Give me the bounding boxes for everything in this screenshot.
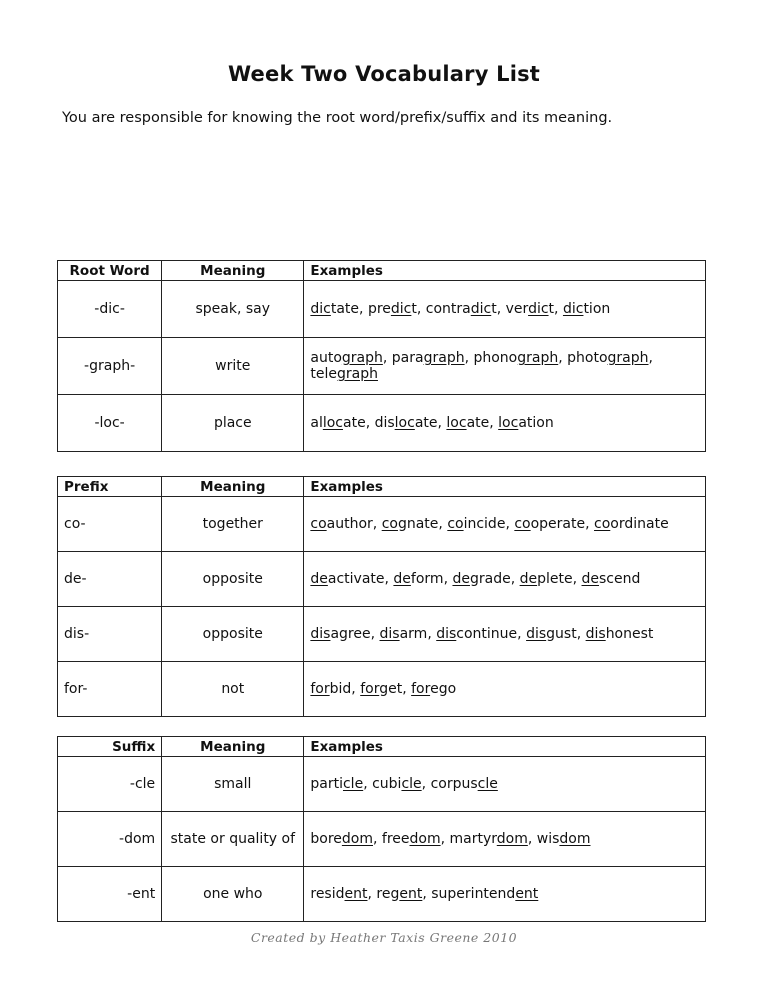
word-part-highlight: dic: [310, 301, 331, 317]
example-word: wisdom: [536, 831, 591, 847]
meaning: one who: [162, 867, 304, 922]
page-title: Week Two Vocabulary List: [227, 62, 541, 86]
meaning: opposite: [162, 552, 304, 607]
word-part: -graph-: [58, 338, 162, 395]
example-word: dislocate: [374, 415, 438, 431]
word-part: -dic-: [58, 281, 162, 338]
example-word: resident: [310, 886, 368, 902]
word-part-highlight: dis: [436, 626, 457, 642]
word-part-highlight: loc: [446, 415, 467, 431]
example-word: deform: [393, 571, 444, 587]
header-examples: Examples: [304, 261, 706, 281]
examples: particle, cubicle, corpuscle: [304, 757, 706, 812]
word-part-highlight: dis: [379, 626, 400, 642]
meaning: not: [162, 662, 304, 717]
examples: coauthor, cognate, coincide, cooperate, coordinate: [304, 497, 706, 552]
word-part-highlight: graph: [517, 350, 559, 366]
example-word: dictate: [310, 301, 360, 317]
example-word: descend: [581, 571, 641, 587]
meaning: place: [162, 395, 304, 452]
word-part-highlight: dom: [409, 831, 441, 847]
example-word: forget: [360, 681, 403, 697]
word-part: co-: [58, 497, 162, 552]
example-word: paragraph: [391, 350, 465, 366]
meaning: speak, say: [162, 281, 304, 338]
table-row: [58, 395, 706, 452]
footer-credit: Created by Heather Taxis Greene 2010: [250, 930, 518, 945]
word-part: dis-: [58, 607, 162, 662]
suffix-table: [57, 736, 706, 922]
example-word: telegraph: [310, 366, 378, 382]
word-part-highlight: dic: [528, 301, 549, 317]
example-word: coincide: [447, 516, 506, 532]
examples: deactivate, deform, degrade, deplete, descend: [304, 552, 706, 607]
meaning: state or quality of: [162, 812, 304, 867]
word-part: de-: [58, 552, 162, 607]
example-word: allocate: [310, 415, 366, 431]
examples: resident, regent, superintendent: [304, 867, 706, 922]
example-word: predict: [367, 301, 417, 317]
word-part-highlight: for: [310, 681, 330, 697]
word-part-highlight: loc: [322, 415, 343, 431]
example-word: degrade: [452, 571, 511, 587]
intro-text: You are responsible for knowing the root word/prefix/suffix and its meaning.: [62, 110, 613, 126]
example-word: verdict: [505, 301, 555, 317]
examples: disagree, disarm, discontinue, disgust, dishonest: [304, 607, 706, 662]
example-word: disgust: [526, 626, 577, 642]
table-row: [58, 867, 706, 922]
example-word: forego: [411, 681, 457, 697]
example-word: regent: [376, 886, 423, 902]
example-word: phonograph: [473, 350, 559, 366]
word-part-highlight: de: [310, 571, 328, 587]
example-word: freedom: [381, 831, 441, 847]
word-part-highlight: dic: [390, 301, 412, 317]
examples: allocate, dislocate, locate, location: [304, 395, 706, 452]
word-part-highlight: dom: [559, 831, 591, 847]
word-part-highlight: graph: [423, 350, 465, 366]
example-word: diction: [562, 301, 611, 317]
word-part-highlight: ent: [399, 886, 423, 902]
word-part-highlight: graph: [607, 350, 649, 366]
meaning: write: [162, 338, 304, 395]
word-part: -ent: [58, 867, 162, 922]
word-part-highlight: dis: [585, 626, 606, 642]
examples: dictate, predict, contradict, verdict, diction: [304, 281, 706, 338]
example-word: superintendent: [431, 886, 539, 902]
word-part-highlight: cle: [401, 776, 422, 792]
word-part-highlight: dis: [526, 626, 547, 642]
word-part-highlight: de: [519, 571, 538, 587]
word-part-highlight: dom: [341, 831, 373, 847]
example-word: locate: [446, 415, 490, 431]
examples: forbid, forget, forego: [304, 662, 706, 717]
example-word: disagree: [310, 626, 371, 642]
example-word: martyrdom: [449, 831, 528, 847]
example-word: discontinue: [436, 626, 518, 642]
table-row: [58, 812, 706, 867]
word-part-highlight: co: [381, 516, 398, 532]
example-word: dishonest: [585, 626, 654, 642]
word-part-highlight: de: [393, 571, 411, 587]
example-word: disarm: [379, 626, 428, 642]
example-word: deactivate: [310, 571, 385, 587]
word-part-highlight: for: [360, 681, 380, 697]
word-part: -loc-: [58, 395, 162, 452]
word-part-highlight: for: [411, 681, 431, 697]
example-word: particle: [310, 776, 364, 792]
table-row: [58, 662, 706, 717]
table-header-row: [58, 477, 706, 497]
word-part-highlight: co: [310, 516, 327, 532]
word-part: for-: [58, 662, 162, 717]
table-row: [58, 757, 706, 812]
header-meaning: Meaning: [162, 737, 304, 757]
meaning: opposite: [162, 607, 304, 662]
table-row: [58, 338, 706, 395]
word-part-highlight: dic: [470, 301, 492, 317]
word-part-highlight: graph: [341, 350, 383, 366]
example-word: deplete: [519, 571, 573, 587]
example-word: cooperate: [514, 516, 586, 532]
word-part-highlight: loc: [394, 415, 415, 431]
word-part-highlight: ent: [515, 886, 539, 902]
word-part-highlight: ent: [344, 886, 368, 902]
word-part-highlight: loc: [498, 415, 519, 431]
example-word: boredom: [310, 831, 373, 847]
word-part-highlight: graph: [336, 366, 378, 382]
example-word: autograph: [310, 350, 383, 366]
table-header-row: [58, 261, 706, 281]
header-examples: Examples: [304, 477, 706, 497]
table-row: [58, 552, 706, 607]
example-word: forbid: [310, 681, 352, 697]
word-part-highlight: de: [452, 571, 470, 587]
example-word: cubicle: [372, 776, 422, 792]
meaning: small: [162, 757, 304, 812]
root-word-table: [57, 260, 706, 452]
examples: boredom, freedom, martyrdom, wisdom: [304, 812, 706, 867]
word-part-highlight: co: [594, 516, 611, 532]
example-word: corpuscle: [430, 776, 498, 792]
word-part-highlight: dom: [496, 831, 528, 847]
header-part: Root Word: [58, 261, 162, 281]
header-examples: Examples: [304, 737, 706, 757]
word-part-highlight: dis: [310, 626, 331, 642]
word-part-highlight: cle: [477, 776, 498, 792]
header-meaning: Meaning: [162, 477, 304, 497]
header-part: Prefix: [58, 477, 162, 497]
example-word: cognate: [381, 516, 439, 532]
example-word: contradict: [425, 301, 497, 317]
examples: autograph, paragraph, phonograph, photograph, telegraph: [304, 338, 706, 395]
word-part-highlight: co: [447, 516, 464, 532]
example-word: coauthor: [310, 516, 373, 532]
prefix-table: [57, 476, 706, 717]
word-part-highlight: de: [581, 571, 600, 587]
example-word: coordinate: [594, 516, 669, 532]
meaning: together: [162, 497, 304, 552]
word-part-highlight: cle: [342, 776, 364, 792]
example-word: photograph: [567, 350, 649, 366]
word-part: -cle: [58, 757, 162, 812]
table-header-row: [58, 737, 706, 757]
table-row: [58, 607, 706, 662]
header-part: Suffix: [58, 737, 162, 757]
header-meaning: Meaning: [162, 261, 304, 281]
table-row: [58, 497, 706, 552]
word-part-highlight: dic: [562, 301, 584, 317]
table-row: [58, 281, 706, 338]
word-part: -dom: [58, 812, 162, 867]
example-word: location: [498, 415, 554, 431]
word-part-highlight: co: [514, 516, 531, 532]
